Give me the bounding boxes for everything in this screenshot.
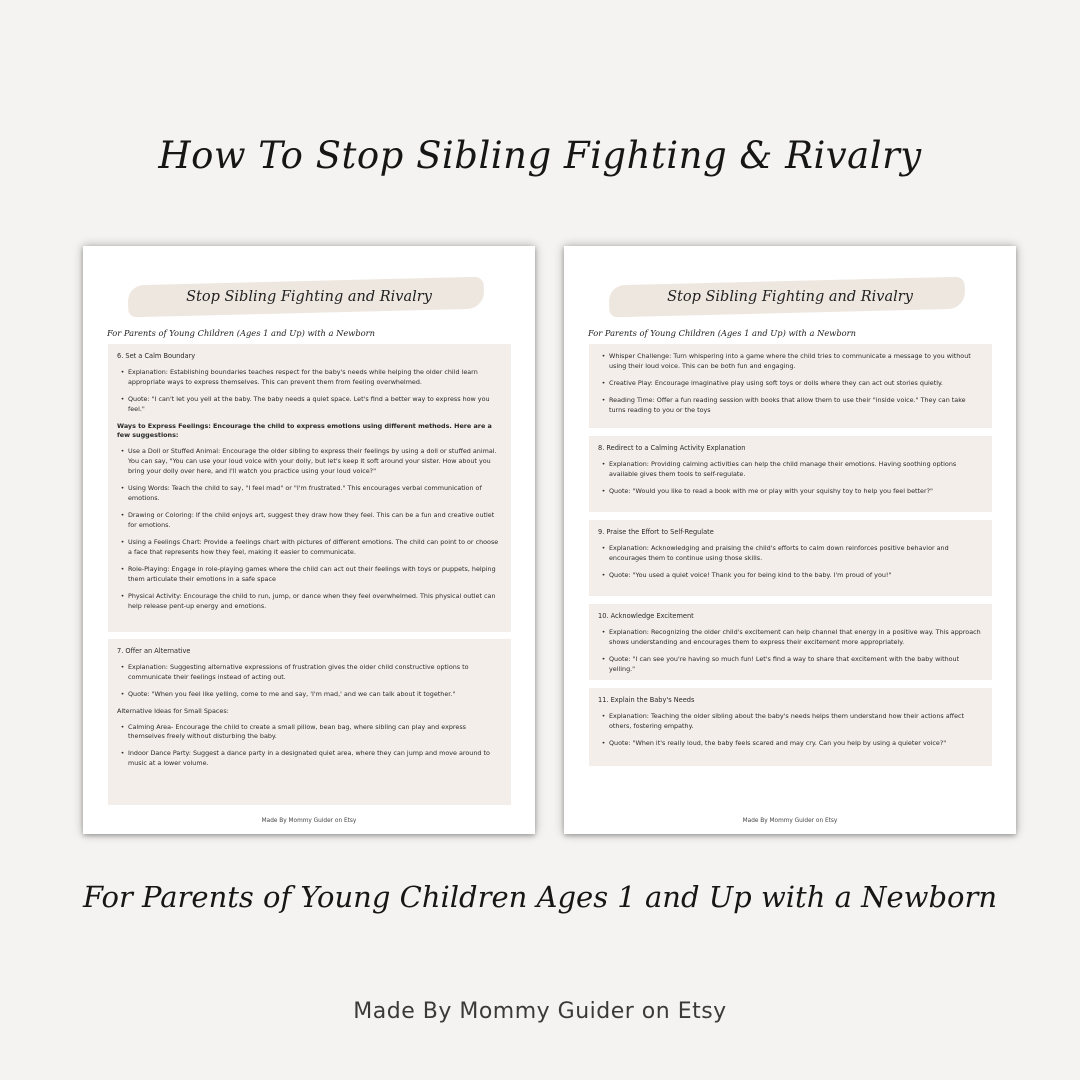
page-title: Stop Sibling Fighting and Rivalry bbox=[667, 289, 913, 305]
page-title: Stop Sibling Fighting and Rivalry bbox=[186, 289, 432, 305]
bullet-item: • Creative Play: Encourage imaginative play using soft toys or dolls where they can act out stories quietly. bbox=[601, 378, 943, 387]
bullet-item: • Explanation: Teaching the older sibling about the baby's needs helps them understand how their actions affect others, fostering empathy. bbox=[601, 711, 965, 730]
left-page bbox=[83, 246, 535, 834]
bullet-item: • Quote: "I can't let you yell at the baby. The baby needs a quiet space. Let's find a better way to express how you feel." bbox=[120, 394, 490, 413]
page-footer: Made By Mommy Guider on Etsy bbox=[742, 818, 838, 824]
bullet-item: • Explanation: Acknowledging and praising the child's efforts to calm down reinforces positive behavior and encourages them to continue using those skills. bbox=[601, 543, 949, 562]
bullet-item: • Explanation: Recognizing the older child's excitement can help channel that energy in a positive way. This approach shows understanding and encourages them to express their excitement more appropriately. bbox=[601, 627, 981, 646]
ways-heading: Ways to Express Feelings: Encourage the child to express emotions using different methods. Here are a few suggestions: bbox=[117, 421, 492, 440]
section-heading: 11. Explain the Baby's Needs bbox=[598, 696, 695, 704]
section-box-8 bbox=[589, 436, 992, 512]
section-heading: 10. Acknowledge Excitement bbox=[598, 612, 694, 620]
bullet-item: • Explanation: Providing calming activities can help the child manage their emotions. Having soothing options available gives them tools to self-regulate. bbox=[601, 459, 957, 478]
bullet-item: • Indoor Dance Party: Suggest a dance party in a designated quiet area, where they can jump and move around to music at a lower volume. bbox=[120, 749, 490, 768]
page-subtitle: For Parents of Young Children (Ages 1 and Up) with a Newborn bbox=[107, 328, 375, 338]
bullet-item: • Reading Time: Offer a fun reading session with books that allow them to use their "inside voice." They can take turns reading to you or the toys bbox=[601, 395, 966, 414]
bullet-item: • Physical Activity: Encourage the child to run, jump, or dance when they feel overwhelmed. This physical outlet can help release pent-up energy and emotions. bbox=[120, 592, 496, 611]
bullet-item: • Quote: "Would you like to read a book with me or play with your squishy toy to help you feel better?" bbox=[601, 486, 933, 495]
subtitle: For Parents of Young Children Ages 1 and Up with a Newborn bbox=[82, 880, 998, 914]
page-footer: Made By Mommy Guider on Etsy bbox=[261, 818, 357, 824]
bullet-item: • Role-Playing: Engage in role-playing games where the child can act out their feelings with toys or puppets, helping them articulate their emotions in a safe space bbox=[120, 565, 496, 584]
bullet-item: • Quote: "You used a quiet voice! Thank you for being kind to the baby. I'm proud of you!" bbox=[601, 570, 892, 579]
bullet-item: • Use a Doll or Stuffed Animal: Encourage the older sibling to express their feelings by using a doll or stuffed animal. You can say, "You can use your loud voice with your dolly, but let's keep it soft around your sister. How about you bring your dolly over here, and I'll watch you practice using your loud voice?" bbox=[120, 447, 497, 476]
section-box-intro bbox=[589, 344, 992, 428]
bullet-item: • Using a Feelings Chart: Provide a feelings chart with pictures of different emotions. The child can point to or choose a face that represents how they feel, making it easier to communicate. bbox=[120, 538, 499, 557]
section-box-9 bbox=[589, 520, 992, 596]
section-heading: 7. Offer an Alternative bbox=[117, 647, 191, 655]
section-box-7 bbox=[108, 639, 511, 805]
section-heading: 9. Praise the Effort to Self-Regulate bbox=[598, 528, 714, 536]
right-page bbox=[564, 246, 1016, 834]
section-box-10 bbox=[589, 604, 992, 680]
alternatives-heading: Alternative Ideas for Small Spaces: bbox=[117, 706, 229, 715]
bullet-item: • Drawing or Coloring: If the child enjoys art, suggest they draw how they feel. This can be a fun and creative outlet for emotions. bbox=[120, 511, 495, 530]
section-box-11 bbox=[589, 688, 992, 766]
bullet-item: • Quote: "I can see you're having so much fun! Let's find a way to share that excitement with the baby without yelling." bbox=[601, 654, 960, 673]
page-subtitle: For Parents of Young Children (Ages 1 and Up) with a Newborn bbox=[588, 328, 856, 338]
bullet-item: • Explanation: Suggesting alternative expressions of frustration gives the older child constructive options to communicate their feelings instead of acting out. bbox=[120, 662, 469, 681]
bullet-item: • Whisper Challenge: Turn whispering into a game where the child tries to communicate a message to you without using their loud voice. This can be both fun and engaging. bbox=[601, 352, 971, 370]
section-box-6 bbox=[108, 344, 511, 632]
bullet-item: • Quote: "When you feel like yelling, come to me and say, 'I'm mad,' and we can talk about it together." bbox=[120, 689, 456, 698]
bullet-item: • Calming Area- Encourage the child to create a small pillow, bean bag, where sibling can play and express themselves freely without disturbing the baby. bbox=[120, 722, 466, 741]
bullet-item: • Using Words: Teach the child to say, "I feel mad" or "I'm frustrated." This encourages verbal communication of emotions. bbox=[120, 484, 482, 503]
section-heading: 6. Set a Calm Boundary bbox=[117, 352, 196, 360]
section-heading: 8. Redirect to a Calming Activity Explanation bbox=[598, 444, 746, 452]
bullet-item: • Quote: "When it's really loud, the baby feels scared and may cry. Can you help by using a quieter voice?" bbox=[601, 738, 947, 747]
footer-credit: Made By Mommy Guider on Etsy bbox=[353, 999, 727, 1024]
main-title: How To Stop Sibling Fighting & Rivalry bbox=[158, 134, 922, 177]
bullet-item: • Explanation: Establishing boundaries teaches respect for the baby's needs while helping the older child learn appropriate ways to express themselves. This can prevent them from feeling overwhelmed. bbox=[120, 367, 478, 386]
